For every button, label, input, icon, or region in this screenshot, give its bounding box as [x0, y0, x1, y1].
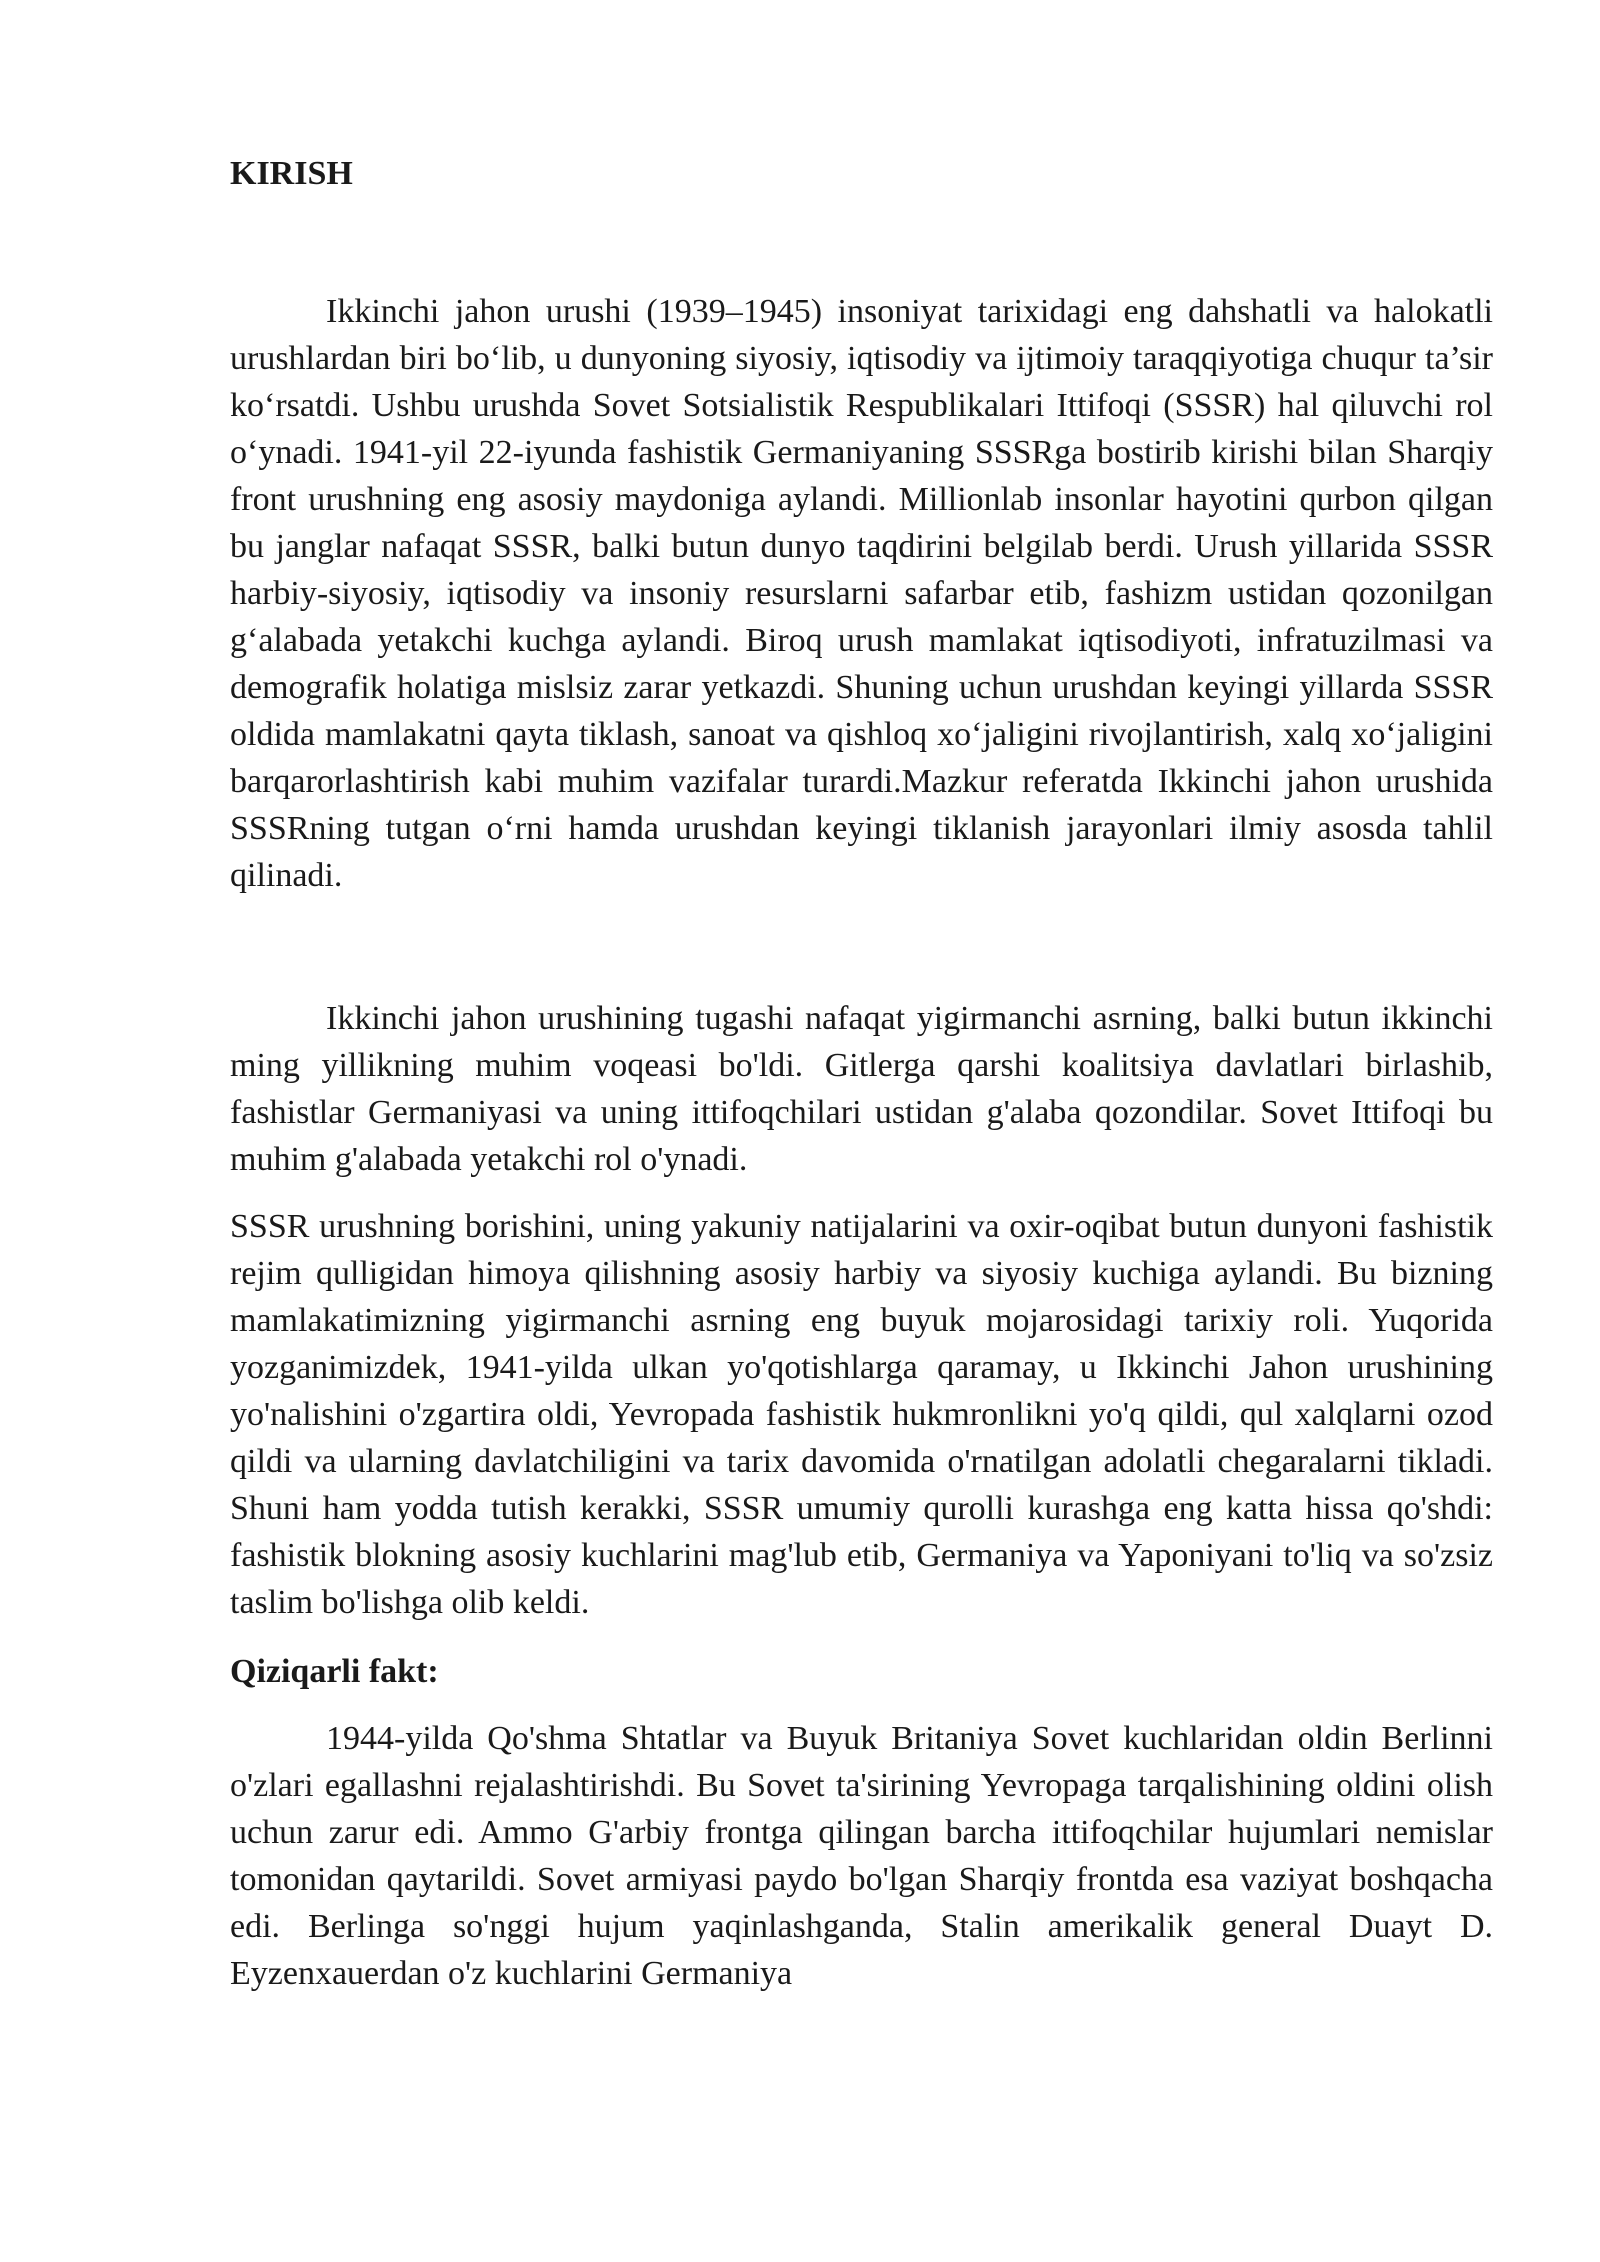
intro-paragraph: Ikkinchi jahon urushi (1939–1945) insoniyat tarixidagi eng dahshatli va halokatli urushlardan biri bo‘lib, u dunyoning siyosiy, iqtisodiy va ijtimoiy taraqqiyotiga chuqur ta’sir ko‘rsatdi. Ushbu urushda Sovet Sotsialistik Respublikalari Ittifoqi (SSSR) hal qiluvchi rol o‘ynadi. 1941-yil 22-iyunda fashistik Germaniyaning SSSRga bostirib kirishi bilan Sharqiy front urushning eng asosiy maydoniga aylandi. Millionlab insonlar hayotini qurbon qilgan bu janglar nafaqat SSSR, balki butun dunyo taqdirini belgilab berdi. Urush yillarida SSSR harbiy-siyosiy, iqtisodiy va insoniy resurslarni safarbar etib, fashizm ustidan qozonilgan g‘alabada yetakchi kuchga aylandi. Biroq urush mamlakat iqtisodiyoti, infratuzilmasi va demografik holatiga mislsiz zarar yetkazdi. Shuning uchun urushdan keyingi yillarda SSSR oldida mamlakatni qayta tiklash, sanoat va qishloq xo‘jaligini rivojlantirish, xalq xo‘jaligini barqarorlashtirish kabi muhim vazifalar turardi.Mazkur referatda Ikkinchi jahon urushida SSSRning tutgan o‘rni hamda urushdan keyingi tiklanish jarayonlari ilmiy asosda tahlil qilinadi.: [230, 293, 1493, 894]
war-end-paragraph: Ikkinchi jahon urushining tugashi nafaqat yigirmanchi asrning, balki butun ikkinchi ming yillikning muhim voqeasi bo'ldi. Gitlerga qarshi koalitsiya davlatlari birlashib, fashistlar Germaniyasi va uning ittifoqchilari ustidan g'alaba qozondilar. Sovet Ittifoqi bu muhim g'alabada yetakchi rol o'ynadi.: [230, 1000, 1493, 1178]
fact-paragraph: 1944-yilda Qo'shma Shtatlar va Buyuk Britaniya Sovet kuchlaridan oldin Berlinni o'zlari egallashni rejalashtirishdi. Bu Sovet ta'sirining Yevropaga tarqalishining oldini olish uchun zarur edi. Ammo G'arbiy frontga qilingan barcha ittifoqchilar hujumlari nemislar tomonidan qaytarildi. Sovet armiyasi paydo bo'lgan Sharqiy frontda esa vaziyat boshqacha edi. Berlinga so'nggi hujum yaqinlashganda, Stalin amerikalik general Duayt D. Eyzenxauerdan o'z kuchlarini Germaniya: [230, 1720, 1493, 1992]
section-heading: KIRISH: [230, 155, 353, 192]
document-body: [230, 150, 1493, 1997]
ussr-role-paragraph: SSSR urushning borishini, uning yakuniy natijalarini va oxir-oqibat butun dunyoni fashistik rejim qulligidan himoya qilishning asosiy harbiy va siyosiy kuchiga aylandi. Bu bizning mamlakatimizning yigirmanchi asrning eng buyuk mojarosidagi tarixiy roli. Yuqorida yozganimizdek, 1941-yilda ulkan yo'qotishlarga qaramay, u Ikkinchi Jahon urushining yo'nalishini o'zgartira oldi, Yevropada fashistik hukmronlikni yo'q qildi, qul xalqlarni ozod qildi va ularning davlatchiligini va tarix davomida o'rnatilgan adolatli chegaralarni tikladi. Shuni ham yodda tutish kerakki, SSSR umumiy qurolli kurashga eng katta hissa qo'shdi: fashistik blokning asosiy kuchlarini mag'lub etib, Germaniya va Yaponiyani to'liq va so'zsiz taslim bo'lishga olib keldi.: [230, 1208, 1493, 1621]
fact-subheading: Qiziqarli fakt:: [230, 1653, 439, 1690]
